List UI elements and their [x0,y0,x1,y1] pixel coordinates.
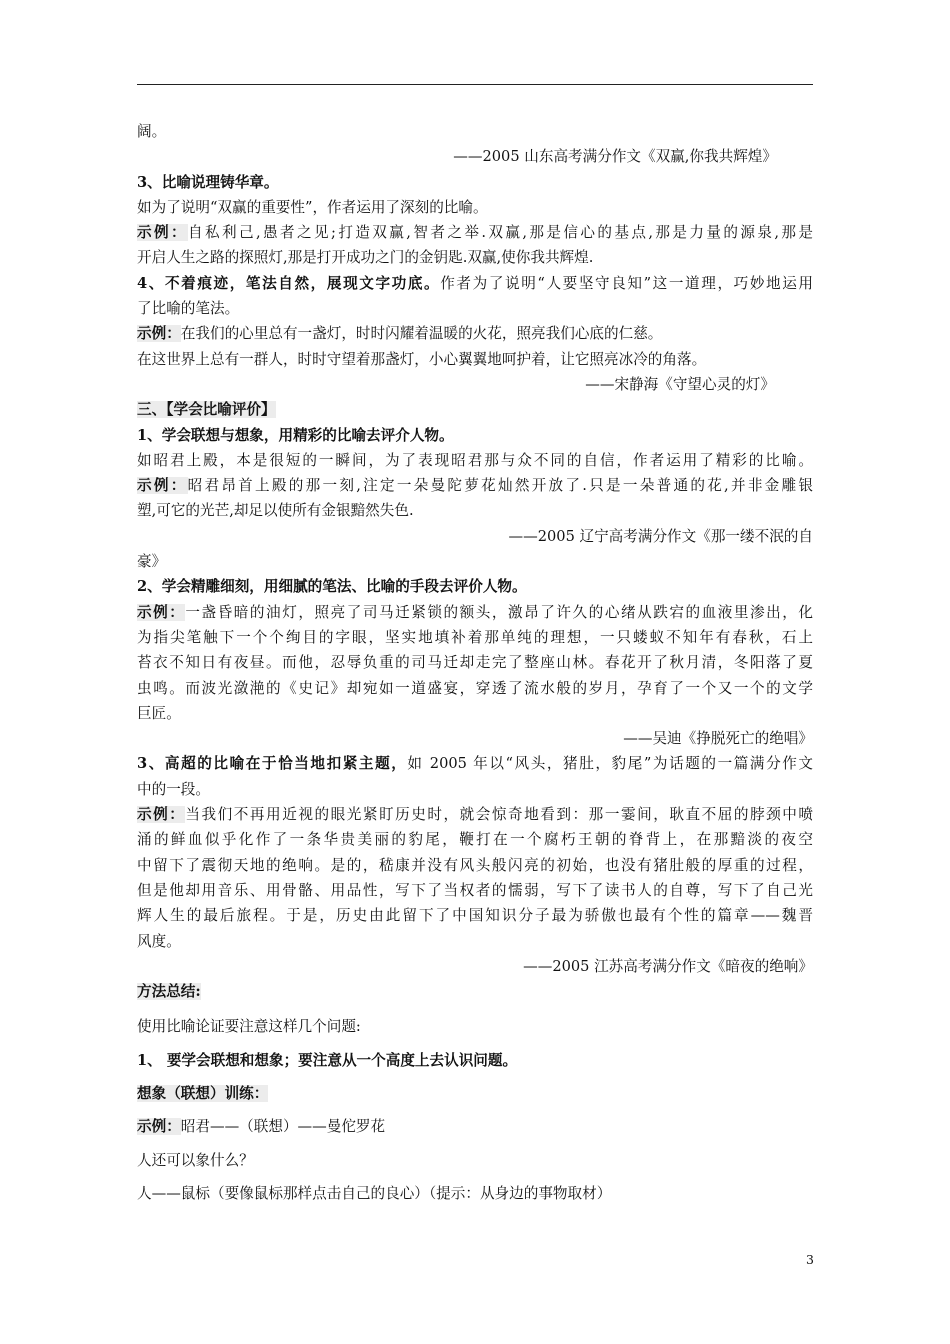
text-line: 人还可以象什么？ [137,1151,254,1169]
example-line: 示例：当我们不再用近视的眼光紧盯历史时，就会惊奇地看到：那一霎间，耿直不屈的脖颈中喷 [137,806,813,824]
citation: 豪》 [137,553,167,571]
text-line: 涌的鲜血似乎化作了一条华贵美丽的豹尾，鞭打在一个腐朽王朝的脊背上，在那黯淡的夜空 [137,831,813,849]
text-line: 如为了说明“双赢的重要性”，作者运用了深刻的比喻。 [137,198,488,216]
example-label: 示例： [137,477,188,495]
summary-heading: 方法总结: [137,983,201,1001]
text-line: 为指尖笔触下一个个绚目的字眼，坚实地填补着那单纯的理想，一只蝼蚁不知年有春秋，石上 [137,628,813,646]
example-label: 示例： [137,224,188,242]
text-line: 了比喻的笔法。 [137,300,240,318]
example-line: 示例：自私利己,愚者之见;打造双赢,智者之举.双赢,那是信心的基点,那是力量的源泉,那是 [137,224,813,242]
text-line: 如昭君上殿，本是很短的一瞬间，为了表现昭君那与众不同的自信，作者运用了精彩的比喻。 [137,451,813,469]
text-line: 开启人生之路的探照灯,那是打开成功之门的金钥匙.双赢,使你我共辉煌. [137,249,594,267]
text-line: 中的一段。 [137,780,210,798]
page-number: 3 [806,1252,814,1267]
text-line: 但是他却用音乐、用骨骼、用品性，写下了当权者的懦弱，写下了读书人的自尊，写下了自己光 [137,881,813,899]
example-label: 示例： [137,806,186,824]
example-line: 示例：昭君昂首上殿的那一刻,注定一朵曼陀萝花灿然开放了.只是一朵普通的花,并非金雕银 [137,477,813,495]
point-heading: 4、不着痕迹，笔法自然，展现文字功底。 [137,274,441,292]
text-line: 巨匠。 [137,704,181,722]
example-line: 示例：在我们的心里总有一盏灯，时时闪耀着温暖的火花，照亮我们心底的仁慈。 [137,325,663,343]
text-line: 人——鼠标（要像鼠标那样点击自己的良心）（提示：从身边的事物取材） [137,1184,612,1202]
training-heading: 想象（联想）训练： [137,1084,269,1102]
point-heading: 2、学会精雕细刻，用细腻的笔法、比喻的手段去评价人物。 [137,578,527,596]
text-line: 中留下了震彻天地的绝响。是的，嵇康并没有风头般闪亮的初始，也没有猪肚般的厚重的过程， [137,856,813,874]
example-label: 示例： [137,1118,181,1136]
citation: ——2005 江苏高考满分作文《暗夜的绝响》 [523,957,813,975]
point-heading: 3、比喻说理铸华章。 [137,173,279,191]
citation: ——吴迪《挣脱死亡的绝唱》 [623,730,813,748]
text-line: 塑,可它的光芒,却足以使所有金银黯然失色. [137,502,414,520]
text-line: 在这世界上总有一群人，时时守望着那盏灯，小心翼翼地呵护着，让它照亮冰冷的角落。 [137,350,707,368]
citation: ——2005 辽宁高考满分作文《那一缕不泯的自 [508,527,813,545]
example-label: 示例： [137,325,181,343]
point-heading: 3、高超的比喻在于恰当地扣紧主题， [137,755,408,773]
text-line: 虫鸣。而波光潋滟的《史记》却宛如一道盛宴，穿透了流水般的岁月，孕育了一个又一个的文学 [137,679,813,697]
citation: ——2005 山东高考满分作文《双赢,你我共辉煌》 [453,148,777,166]
text-line: 使用比喻论证要注意这样几个问题: [137,1018,361,1036]
citation: ——宋静海《守望心灵的灯》 [585,375,775,393]
point-heading: 1、 要学会联想和想象；要注意从一个高度上去认识问题。 [137,1051,518,1069]
text-line: 辉人生的最后旅程。于是，历史由此留下了中国知识分子最为骄傲也最有个性的篇章——魏晋 [137,907,813,925]
example-line: 示例：一盏昏暗的油灯，照亮了司马迁紧锁的额头，激昂了许久的心绪从跌宕的血液里渗出，化 [137,603,813,621]
text-line: 苔衣不知日有夜昼。而他，忍辱负重的司马迁却走完了整座山林。春花开了秋月清，冬阳落了夏 [137,654,813,672]
text-line: 4、不着痕迹，笔法自然，展现文字功底。作者为了说明“人要坚守良知”这一道理，巧妙地运用 [137,274,813,292]
header-rule [137,84,813,85]
example-label: 示例： [137,603,186,621]
example-line: 示例：昭君——（联想）——曼佗罗花 [137,1118,386,1136]
section-heading: 三、【学会比喻评价】 [137,401,276,419]
text-line: 阔。 [137,123,167,140]
point-heading: 1、学会联想与想象，用精彩的比喻去评介人物。 [137,426,454,444]
document-body [137,119,813,1206]
text-line: 3、高超的比喻在于恰当地扣紧主题，如 2005 年以“风头，猪肚，豹尾”为话题的一篇满分作文 [137,755,813,773]
text-line: 风度。 [137,932,181,950]
